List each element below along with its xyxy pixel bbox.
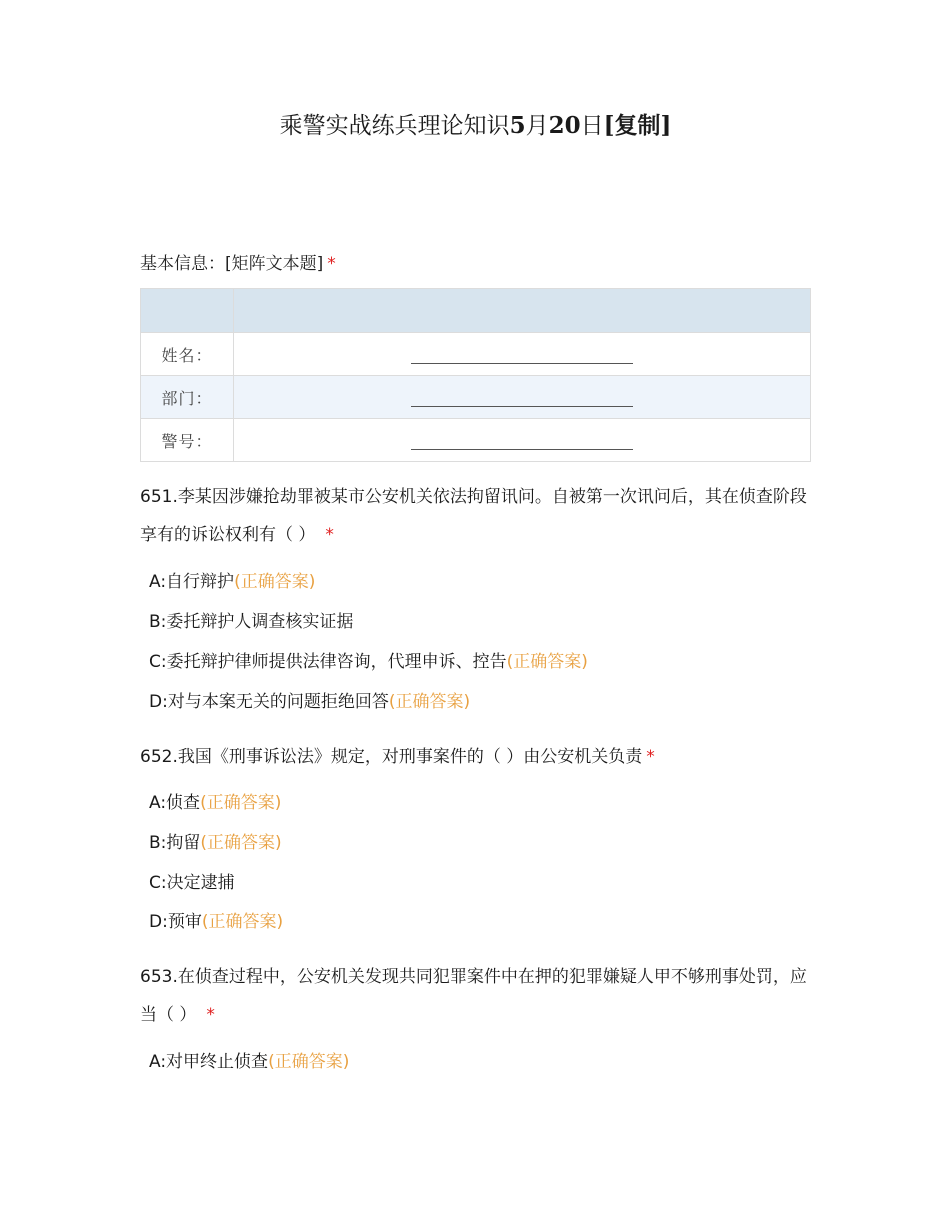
option-text: C:委托辩护律师提供法律咨询，代理申诉、控告 [149,652,507,672]
matrix-row-department [141,376,811,419]
correct-answer-tag: (正确答案) [200,793,282,813]
matrix-row-name [141,333,811,376]
badge-number-field[interactable] [234,419,811,462]
required-mark: * [206,1005,215,1025]
correct-answer-tag: (正确答案) [268,1052,350,1072]
question-651 [140,478,811,554]
department-field[interactable] [234,376,811,419]
badge-blank[interactable] [411,431,633,450]
correct-answer-tag: (正确答案) [506,652,588,672]
option-653-a[interactable] [149,1048,349,1076]
option-652-d[interactable] [149,908,283,936]
required-mark: * [646,747,655,767]
title-month-unit: 月 [525,113,549,139]
option-651-c[interactable] [149,648,588,676]
option-text: A:对甲终止侦查 [149,1052,269,1072]
question-text: 653.在侦查过程中，公安机关发现共同犯罪案件中在押的犯罪嫌疑人甲不够刑事处罚，应当（ ） [140,967,807,1025]
title-day-number: 20 [548,112,581,139]
title-copy-tag: [复制] [603,112,672,139]
option-651-b[interactable] [149,608,353,636]
option-652-c[interactable] [149,869,235,897]
question-652 [140,738,811,776]
row-label-department: 部门： [141,376,234,419]
option-652-a[interactable] [149,789,281,817]
option-text: A:侦查 [149,793,201,813]
required-mark: * [325,525,334,545]
option-text: D:对与本案无关的问题拒绝回答 [149,692,389,712]
row-label-name: 姓名： [141,333,234,376]
row-label-badge: 警号： [141,419,234,462]
option-text: B:拘留 [149,833,201,853]
name-field[interactable] [234,333,811,376]
basic-info-label-text: 基本信息：[矩阵文本题] [140,254,324,274]
matrix-header-cell [141,289,234,333]
matrix-row-badge [141,419,811,462]
question-text: 652.我国《刑事诉讼法》规定，对刑事案件的（ ）由公安机关负责 [140,747,643,767]
option-651-d[interactable] [149,688,470,716]
option-text: B:委托辩护人调查核实证据 [149,612,354,632]
option-651-a[interactable] [149,568,315,596]
matrix-header-cell [234,289,811,333]
question-text: 651.李某因涉嫌抢劫罪被某市公安机关依法拘留讯问。自被第一次讯问后，其在侦查阶段享有的诉讼权利有（ ） [140,487,807,545]
option-text: A:自行辩护 [149,572,235,592]
name-blank[interactable] [411,345,633,364]
document-title [140,108,811,144]
department-blank[interactable] [411,388,633,407]
option-text: C:决定逮捕 [149,873,235,893]
option-text: D:预审 [149,912,202,932]
question-653 [140,958,811,1034]
correct-answer-tag: (正确答案) [201,912,284,932]
correct-answer-tag: (正确答案) [234,572,316,592]
basic-info-matrix [140,288,811,462]
basic-info-label [140,250,336,278]
title-day-unit: 日 [580,113,604,139]
correct-answer-tag: (正确答案) [388,692,471,712]
title-month-number: 5 [509,112,526,139]
title-text: 乘警实战练兵理论知识 [279,113,510,139]
required-mark: * [327,254,336,274]
matrix-header-row [141,289,811,333]
correct-answer-tag: (正确答案) [200,833,282,853]
option-652-b[interactable] [149,829,282,857]
